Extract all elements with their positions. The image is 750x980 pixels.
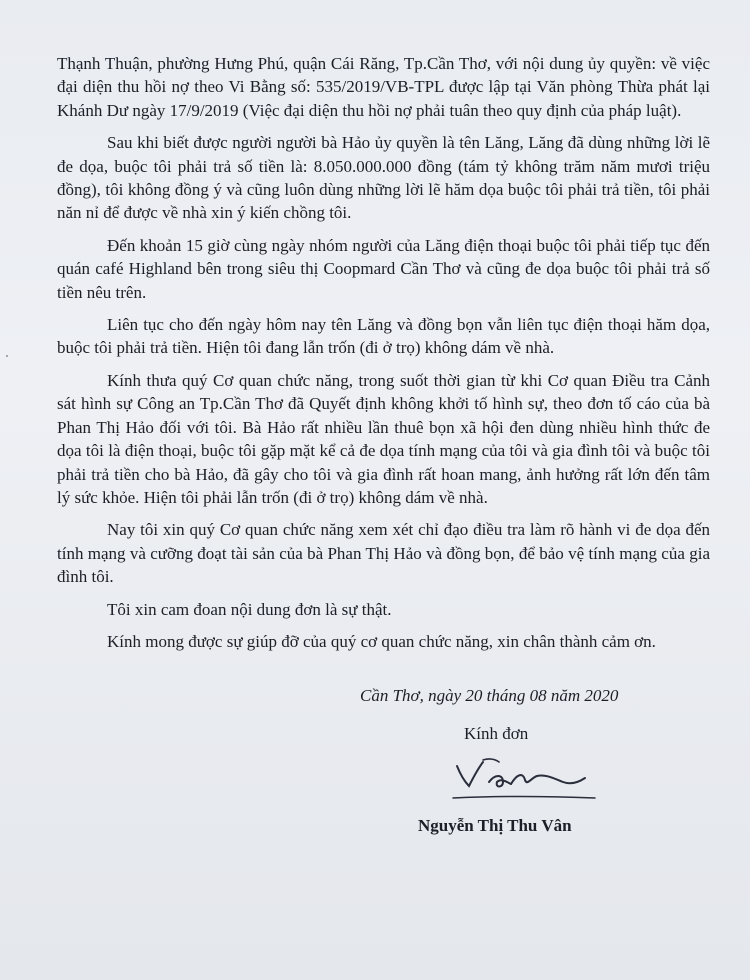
paragraph-8: Kính mong được sự giúp đỡ của quý cơ quan chức năng, xin chân thành cảm ơn.: [107, 631, 656, 651]
paragraph-3: Đến khoản 15 giờ cùng ngày nhóm người của Lăng điện thoại buộc tôi phải tiếp tục đến quán café Highland bên trong siêu thị Coopmard Cần Thơ và cũng đe dọa buộc tôi phải trả số tiền nêu trên.: [57, 235, 710, 302]
paragraph-5: Kính thưa quý Cơ quan chức năng, trong suốt thời gian từ khi Cơ quan Điều tra Cảnh sát hình sự Công an Tp.Cần Thơ đã Quyết định không khởi tố hình sự, theo đơn tố cáo của bà Phan Thị Hảo đối với tôi. Bà Hảo rất nhiều lần thuê bọn xã hội đen dùng nhiều hình thức đe dọa tôi là điện thoại, buộc tôi gặp mặt kể cả đe dọa tính mạng của tôi và gia đình tôi và buộc tôi phải trả tiền cho bà Hảo, đã gây cho tôi và gia đình rất hoan mang, ảnh hưởng rất lớn đến tâm lý sức khỏe. Hiện tôi phải lẫn trốn (đi ở trọ) không dám về nhà.: [57, 370, 710, 507]
date-line: Cần Thơ, ngày 20 tháng 08 năm 2020: [360, 686, 619, 705]
signer-name: Nguyễn Thị Thu Vân: [418, 816, 572, 835]
paragraph-1: Thạnh Thuận, phường Hưng Phú, quận Cái Răng, Tp.Cần Thơ, với nội dung ủy quyền: về việc đại diện thu hồi nợ theo Vi Bằng số: 535/2019/VB-TPL được lập tại Văn phòng Thừa phát lại Khánh Dư ngày 17/9/2019 (Việc đại diện thu hồi nợ phải tuân theo quy định của pháp luật).: [57, 54, 710, 120]
margin-dot: [6, 355, 8, 357]
closing-salutation: Kính đơn: [464, 724, 529, 743]
handwritten-signature: [445, 752, 605, 802]
paragraph-2: Sau khi biết được người người bà Hảo ủy quyền là tên Lăng, Lăng đã dùng những lời lẽ đe dọa, buộc tôi phải trả số tiền là: 8.050.000.000 đồng (tám tỷ không trăm năm mươi triệu đồng), tôi không đồng ý và cũng luôn dùng những lời lẽ hăm dọa buộc tôi phải trả tiền, tôi phải năn nỉ để được về nhà xin ý kiến chồng tôi.: [57, 133, 710, 223]
paragraph-7: Tôi xin cam đoan nội dung đơn là sự thật.: [107, 599, 392, 619]
paragraph-6: Nay tôi xin quý Cơ quan chức năng xem xét chỉ đạo điều tra làm rõ hành vi đe dọa đến tính mạng và cưỡng đoạt tài sản của bà Phan Thị Hảo và đồng bọn, để bảo vệ tính mạng của gia đình tôi.: [57, 520, 710, 587]
paragraph-4: Liên tục cho đến ngày hôm nay tên Lăng và đồng bọn vẫn liên tục điện thoại hăm dọa, buộc tôi phải trả tiền. Hiện tôi đang lẫn trốn (đi ở trọ) không dám về nhà.: [57, 315, 710, 358]
